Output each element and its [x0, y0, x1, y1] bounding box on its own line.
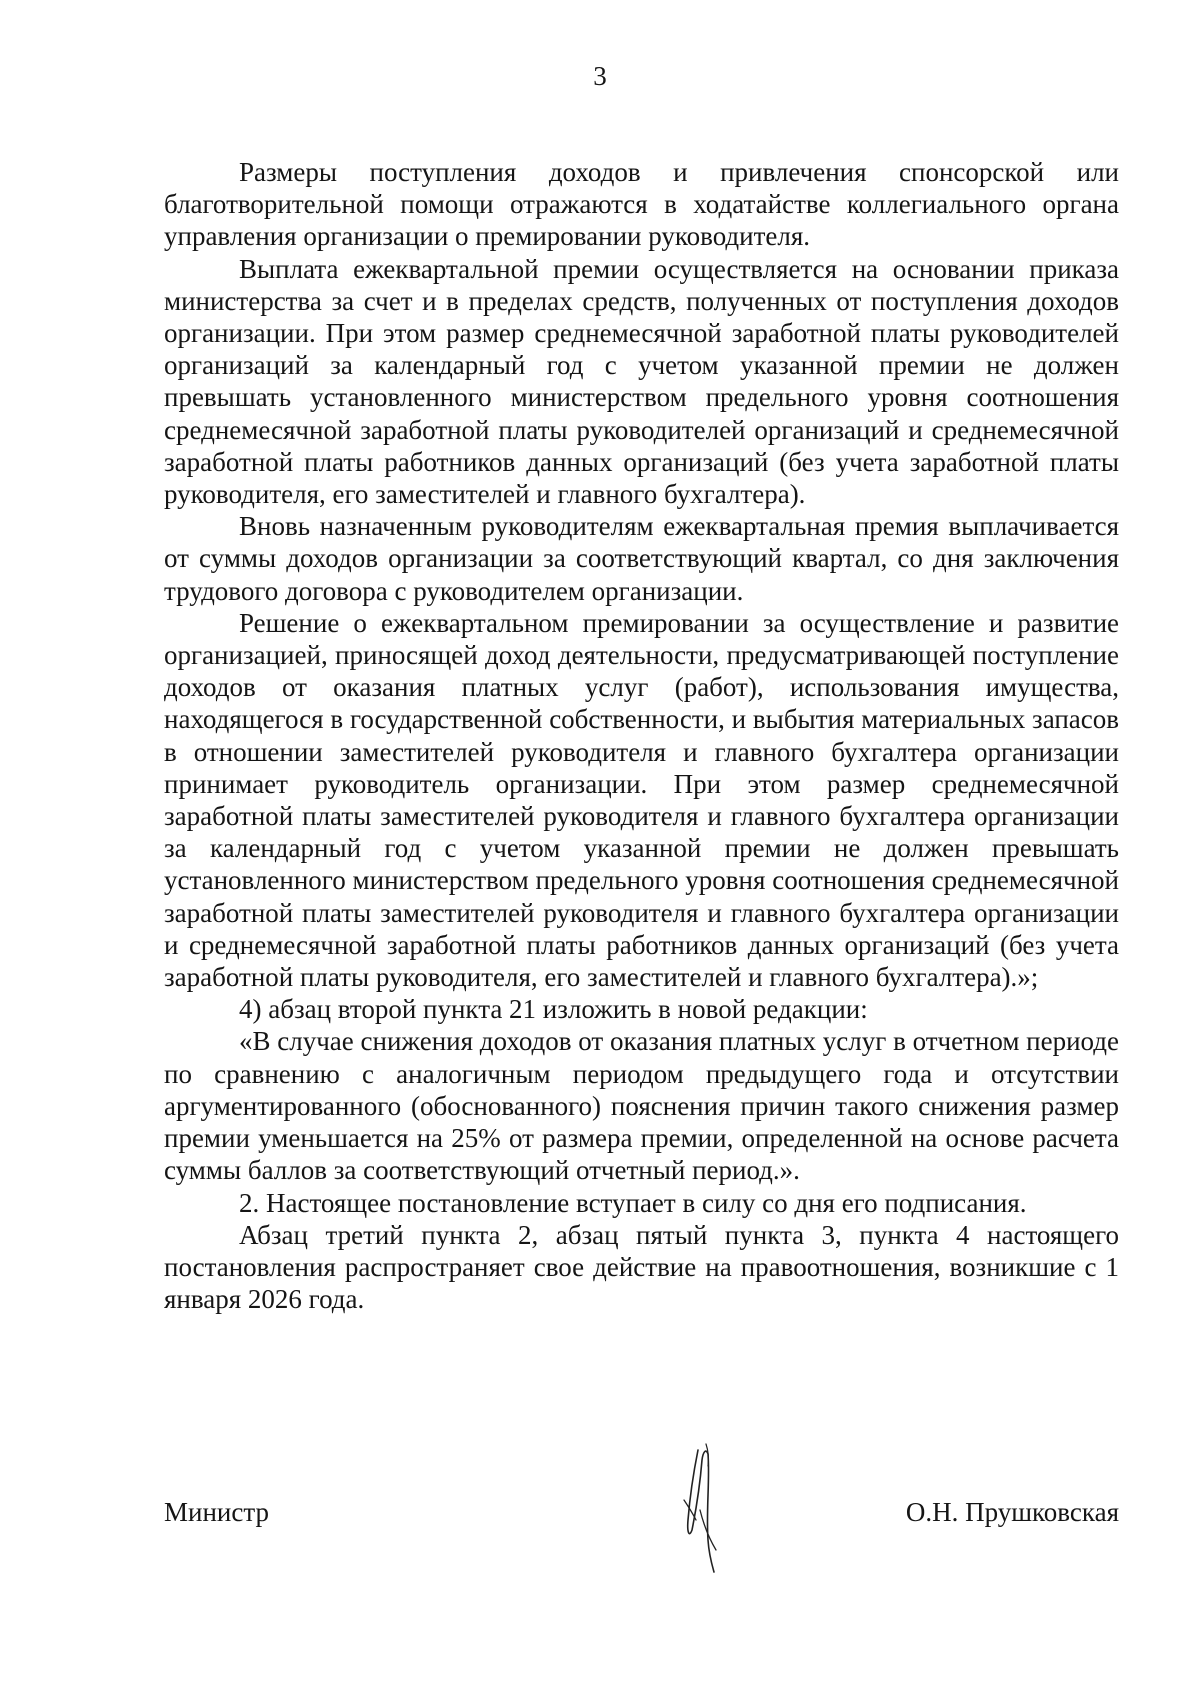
signature-block [164, 1496, 1119, 1536]
paragraph: 2. Настоящее постановление вступает в силу со дня его подписания. [239, 1187, 1027, 1218]
paragraph: Абзац третий пункта 2, абзац пятый пункта 3, пункта 4 настоящего постановления распространяет свое действие на правоотношения, возникшие с 1 января 2026 года. [164, 1219, 1119, 1315]
paragraph: Вновь назначенным руководителям ежеквартальная премия выплачивается от суммы доходов организации за соответствующий квартал, со дня заключения трудового договора с руководителем организации. [164, 511, 1119, 606]
signatory-name: О.Н. Прушковская [905, 1497, 1119, 1527]
document-body [164, 156, 1119, 1315]
page-number: 3 [593, 61, 607, 91]
paragraph: «В случае снижения доходов от оказания платных услуг в отчетном периоде по сравнению с аналогичным периодом предыдущего года и отсутствии аргументированного (обоснованного) пояснения причин такого снижения размер премии уменьшается на 25% от размера премии, определенной на основе расчета суммы баллов за соответствующий отчетный период.». [164, 1026, 1119, 1186]
paragraph: 4) абзац второй пункта 21 изложить в новой редакции: [239, 994, 868, 1025]
signatory-title: Министр [164, 1497, 269, 1527]
paragraph: Размеры поступления доходов и привлечения спонсорской или благотворительной помощи отражаются в ходатайстве коллегиального органа управления организации о премировании руководителя. [164, 157, 1119, 252]
paragraph: Решение о ежеквартальном премировании за осуществление и развитие организацией, приносящей доход деятельности, предусматривающей поступление доходов от оказания платных услуг (работ), использования имущества, находящегося в государственной собственности, и выбытия материальных запасов в отношении заместителей руководителя и главного бухгалтера организации принимает руководитель организации. При этом размер среднемесячной заработной платы заместителей руководителя и главного бухгалтера организации за календарный год с учетом указанной премии не должен превышать установленного министерством предельного уровня соотношения среднемесячной заработной платы заместителей руководителя и главного бухгалтера организации и среднемесячной заработной платы работников данных организаций (без учета заработной платы руководителя, его заместителей и главного бухгалтера).»; [164, 607, 1119, 993]
paragraph: Выплата ежеквартальной премии осуществляется на основании приказа министерства за счет и в пределах средств, полученных от поступления доходов организации. При этом размер среднемесячной заработной платы руководителей организаций за календарный год с учетом указанной премии не должен превышать установленного министерством предельного уровня соотношения среднемесячной заработной платы руководителей организаций и среднемесячной заработной платы работников данных организаций (без учета заработной платы руководителя, его заместителей и главного бухгалтера). [164, 253, 1119, 510]
